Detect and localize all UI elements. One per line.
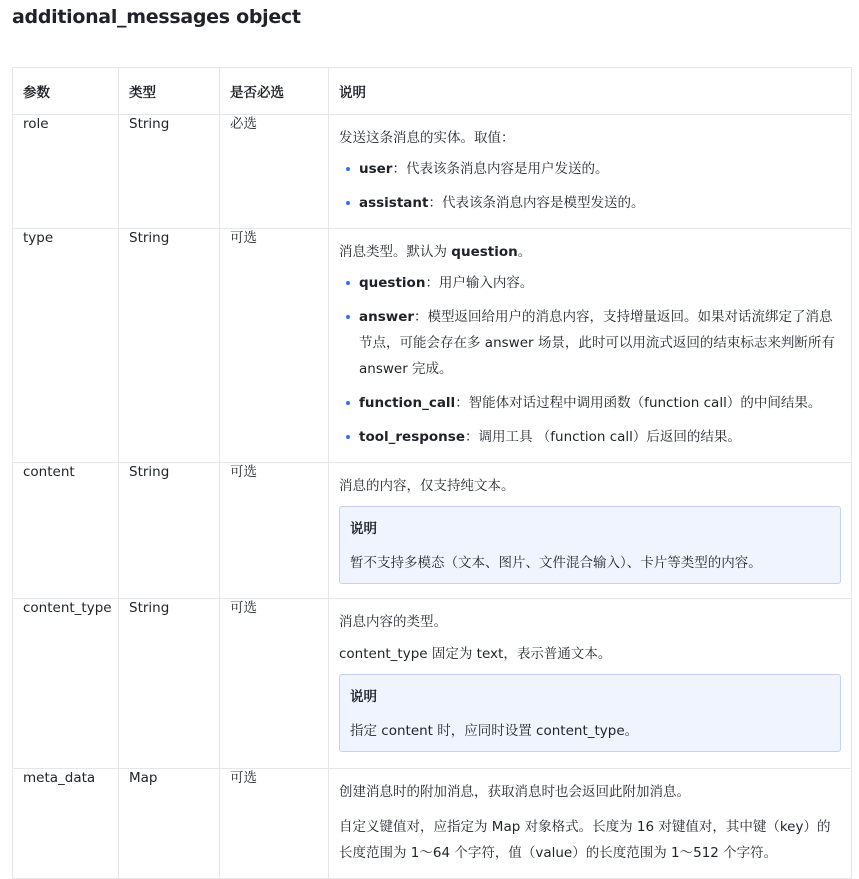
- param-type: String: [119, 229, 220, 463]
- page-title: additional_messages object: [12, 6, 301, 28]
- table-row: [13, 463, 852, 599]
- value-list: [339, 156, 841, 216]
- param-name: role: [13, 115, 119, 229]
- note-body: 暂不支持多模态（文本、图片、文件混合输入）、卡片等类型的内容。: [350, 555, 762, 571]
- list-item: [339, 390, 841, 416]
- list-item: [339, 190, 841, 216]
- value-term: assistant: [359, 195, 429, 211]
- value-term: answer: [359, 309, 415, 325]
- note-callout: [339, 506, 841, 584]
- default-value-term: question: [451, 244, 518, 260]
- parameters-table: [12, 67, 852, 879]
- table-row: [13, 229, 852, 463]
- value-text: ：代表该条消息内容是模型发送的。: [428, 195, 645, 211]
- param-type: String: [119, 599, 220, 769]
- list-item: [339, 270, 841, 296]
- value-text: ：代表该条消息内容是用户发送的。: [392, 161, 609, 177]
- table-row: [13, 769, 852, 879]
- description-intro: 发送这条消息的实体。取值：: [339, 130, 515, 146]
- description-intro: 消息的内容，仅支持纯文本。: [339, 478, 515, 494]
- value-term: question: [359, 275, 426, 291]
- value-term: tool_response: [359, 429, 465, 445]
- param-description: [329, 599, 852, 769]
- param-name: content: [13, 463, 119, 599]
- list-item: [339, 304, 841, 382]
- value-term: user: [359, 161, 393, 177]
- description-detail: content_type 固定为 text，表示普通文本。: [339, 646, 612, 662]
- header-param: 参数: [13, 68, 119, 115]
- param-name: meta_data: [13, 769, 119, 879]
- param-name: content_type: [13, 599, 119, 769]
- bullet-dot-icon: [346, 401, 350, 405]
- note-title: 说明: [350, 689, 377, 705]
- list-item: [339, 156, 841, 182]
- description-intro: 创建消息时的附加消息，获取消息时也会返回此附加消息。: [339, 784, 690, 800]
- table-row: [13, 115, 852, 229]
- header-required: 是否必选: [220, 68, 329, 115]
- intro-text: 消息类型。默认为: [339, 244, 452, 260]
- bullet-dot-icon: [346, 435, 350, 439]
- param-type: Map: [119, 769, 220, 879]
- description-detail: 自定义键值对，应指定为 Map 对象格式。长度为 16 对键值对，其中键（key）的长度范围为 1～64 个字符，值（value）的长度范围为 1～512 个字符。: [339, 819, 831, 861]
- value-text: ：调用工具 （function call）后返回的结果。: [464, 429, 741, 445]
- param-required: 必选: [220, 115, 329, 229]
- note-callout: [339, 674, 841, 752]
- param-type: String: [119, 115, 220, 229]
- note-body: 指定 content 时，应同时设置 content_type。: [350, 723, 639, 739]
- intro-suffix: 。: [517, 244, 532, 260]
- param-required: 可选: [220, 463, 329, 599]
- param-description: [329, 463, 852, 599]
- param-name: type: [13, 229, 119, 463]
- param-required: 可选: [220, 769, 329, 879]
- header-description: 说明: [329, 68, 852, 115]
- table-header-row: [13, 68, 852, 115]
- param-description: [329, 115, 852, 229]
- value-term: function_call: [359, 395, 456, 411]
- bullet-dot-icon: [346, 315, 350, 319]
- note-title: 说明: [350, 521, 377, 537]
- value-text: ：智能体对话过程中调用函数（function call）的中间结果。: [455, 395, 822, 411]
- param-description: [329, 769, 852, 879]
- header-type: 类型: [119, 68, 220, 115]
- value-text: ：模型返回给用户的消息内容，支持增量返回。如果对话流绑定了消息节点，可能会存在多 answer 场景，此时可以用流式返回的结束标志来判断所有 answer 完成。: [359, 309, 835, 377]
- bullet-dot-icon: [346, 201, 350, 205]
- param-required: 可选: [220, 599, 329, 769]
- value-list: [339, 270, 841, 450]
- description-intro: [339, 242, 841, 262]
- param-required: 可选: [220, 229, 329, 463]
- param-type: String: [119, 463, 220, 599]
- bullet-dot-icon: [346, 281, 350, 285]
- value-text: ：用户输入内容。: [425, 275, 534, 291]
- list-item: [339, 424, 841, 450]
- table-row: [13, 599, 852, 769]
- bullet-dot-icon: [346, 167, 350, 171]
- description-intro: 消息内容的类型。: [339, 614, 447, 630]
- param-description: [329, 229, 852, 463]
